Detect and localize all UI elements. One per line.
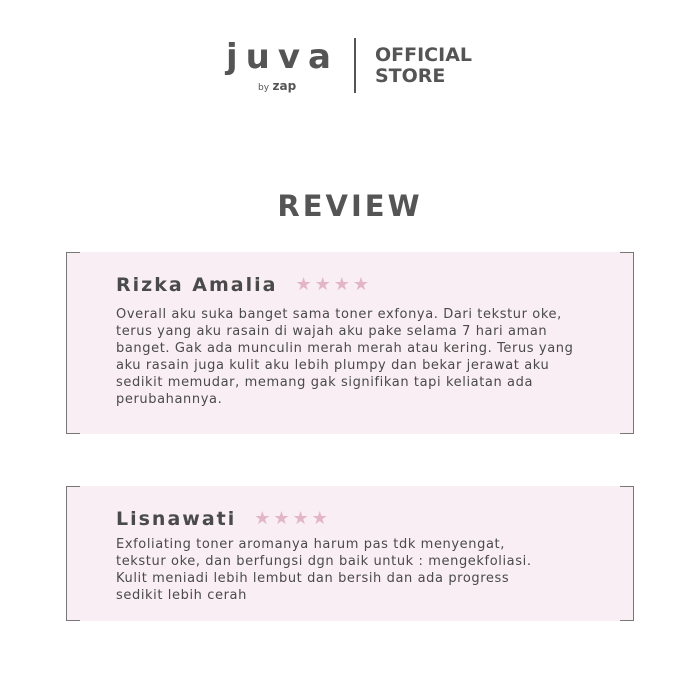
review-text	[116, 306, 621, 408]
review-line: terus yang aku rasain di wajah aku pake selama 7 hari aman	[116, 324, 548, 339]
review-card	[66, 486, 634, 621]
star-rating	[254, 509, 331, 529]
bracket-right	[620, 486, 634, 621]
review-line: banget. Gak ada munculin merah merah atau kering. Terus yang	[116, 341, 574, 356]
bracket-right	[620, 252, 634, 434]
reviewer-row	[116, 506, 331, 532]
review-text	[116, 536, 621, 604]
brand-by-name: zap	[272, 79, 297, 93]
review-line: tekstur oke, dan berfungsi dgn baik untuk : mengekfoliasi.	[116, 554, 532, 569]
review-line: sedikit lebih cerah	[116, 588, 247, 603]
official-line-1: OFFICIAL	[375, 44, 473, 66]
brand-logo	[222, 36, 342, 96]
brand-by-label: by	[258, 83, 270, 93]
review-line: Exfoliating toner aromanya harum pas tdk menyengat,	[116, 537, 505, 552]
review-line: Overall aku suka banget sama toner exfonya. Dari tekstur oke,	[116, 307, 562, 322]
bracket-left	[66, 486, 80, 621]
review-line: aku rasain juga kulit aku lebih plumpy dan bekar jerawat aku	[116, 358, 550, 373]
brand-name: juva	[226, 37, 339, 77]
review-line: perubahannya.	[116, 392, 223, 407]
star-icon: ★	[254, 508, 271, 529]
star-icon: ★	[314, 274, 331, 295]
bracket-left	[66, 252, 80, 434]
header-divider	[354, 38, 356, 93]
reviewer-name: Lisnawati	[116, 508, 237, 530]
star-icon: ★	[295, 274, 312, 295]
star-icon: ★	[352, 274, 370, 295]
review-line: Kulit meniadi lebih lembut dan bersih dan ada progress	[116, 571, 510, 586]
star-icon: ★	[273, 508, 290, 529]
section-title: REVIEW	[277, 189, 423, 223]
official-store-label	[375, 45, 472, 87]
star-icon: ★	[333, 274, 350, 295]
official-line-2: STORE	[375, 65, 446, 87]
reviewer-row	[116, 272, 372, 298]
review-line: sedikit memudar, memang gak signifikan tapi keliatan ada	[116, 375, 534, 390]
reviewer-name: Rizka Amalia	[116, 274, 278, 296]
star-icon: ★	[311, 508, 328, 529]
star-rating	[295, 275, 372, 295]
brand-byline	[258, 79, 296, 95]
star-icon: ★	[292, 508, 309, 529]
review-card	[66, 252, 634, 434]
